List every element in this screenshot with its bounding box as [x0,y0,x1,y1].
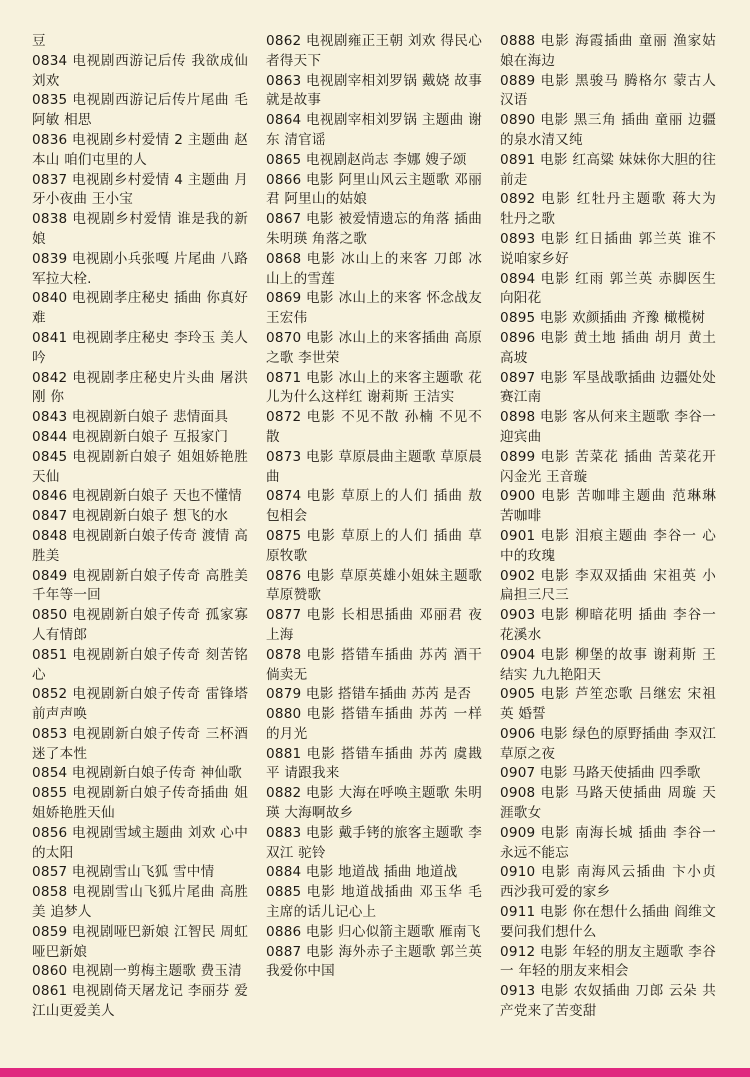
list-item: 0846 电视剧新白娘子 天也不懂情 [32,488,242,505]
list-item: 0858 电视剧雪山飞狐片尾曲 高胜美 追梦人 [32,884,248,921]
list-item: 0856 电视剧雪域主题曲 刘欢 心中的太阳 [32,824,248,861]
list-item: 0889 电影 黑骏马 腾格尔 蒙古人 汉语 [500,72,716,109]
list-item: 豆 [32,33,46,49]
list-item: 0910 电影 南海风云插曲 卞小贞 西沙我可爱的家乡 [500,864,716,901]
list-item: 0871 电影 冰山上的来客主题歌 花儿为什么这样红 谢莉斯 王洁实 [266,369,482,406]
list-item: 0906 电影 绿色的原野插曲 李双江 草原之夜 [500,725,716,762]
list-item: 0870 电影 冰山上的来客插曲 高原之歌 李世荣 [266,329,482,366]
list-item: 0864 电视剧宰相刘罗锅 主题曲 谢东 清官谣 [266,112,482,148]
list-item: 0851 电视剧新白娘子传奇 刻苦铭心 [32,646,248,683]
list-item: 0862 电视剧雍正王朝 刘欢 得民心者得天下 [266,33,482,69]
list-item: 0909 电影 南海长城 插曲 李谷一 永远不能忘 [500,824,716,861]
list-item: 0913 电影 农奴插曲 刀郎 云朵 共产党来了苦变甜 [500,983,716,1020]
list-item: 0874 电影 草原上的人们 插曲 敖包相会 [266,488,482,525]
song-list-column-1 [32,32,248,1022]
list-item: 0859 电视剧哑巴新娘 江智民 周虹 哑巴新娘 [32,923,248,960]
list-item: 0839 电视剧小兵张嘎 片尾曲 八路军拉大栓. [32,250,248,287]
list-item: 0877 电影 长相思插曲 邓丽君 夜上海 [266,607,482,643]
list-item: 0836 电视剧乡村爱情 2 主题曲 赵本山 咱们屯里的人 [32,131,248,168]
list-item: 0890 电影 黑三角 插曲 童丽 边疆的泉水清又纯 [500,112,716,148]
list-item: 0887 电影 海外赤子主题歌 郭兰英 我爱你中国 [266,943,482,980]
list-item: 0860 电视剧一剪梅主题歌 费玉清 [32,963,242,980]
list-item: 0852 电视剧新白娘子传奇 雷锋塔前声声唤 [32,686,248,723]
list-item: 0841 电视剧孝庄秘史 李玲玉 美人吟 [32,329,248,366]
song-list-column-2 [266,32,482,1022]
list-item: 0869 电影 冰山上的来客 怀念战友 王宏伟 [266,290,482,327]
list-item: 0880 电影 搭错车插曲 苏芮 一样的月光 [266,706,482,742]
list-item: 0884 电影 地道战 插曲 地道战 [266,864,458,881]
list-item: 0876 电影 草原英雄小姐妹主题歌 草原赞歌 [266,567,482,604]
song-list-column-3 [500,32,716,1022]
list-item: 0895 电影 欢颜插曲 齐豫 橄榄树 [500,310,706,327]
list-item: 0911 电影 你在想什么插曲 阎维文 要问我们想什么 [500,904,716,940]
list-item: 0837 电视剧乡村爱情 4 主题曲 月牙小夜曲 王小宝 [32,171,248,208]
list-item: 0850 电视剧新白娘子传奇 孤家寡人有情郎 [32,607,248,643]
list-item: 0882 电影 大海在呼唤主题歌 朱明瑛 大海啊故乡 [266,785,482,822]
list-item: 0872 电影 不见不散 孙楠 不见不散 [266,409,482,445]
list-item: 0904 电影 柳堡的故事 谢莉斯 王结实 九九艳阳天 [500,646,716,683]
list-item: 0838 电视剧乡村爱情 谁是我的新娘 [32,211,248,247]
list-item: 0883 电影 戴手铐的旅客主题歌 李双江 驼铃 [266,824,482,861]
list-item: 0835 电视剧西游记后传片尾曲 毛阿敏 相思 [32,92,248,129]
list-item: 0868 电影 冰山上的来客 刀郎 冰山上的雪莲 [266,250,482,287]
list-item: 0894 电影 红雨 郭兰英 赤脚医生向阳花 [500,270,716,307]
list-item: 0875 电影 草原上的人们 插曲 草原牧歌 [266,527,482,564]
list-item: 0866 电影 阿里山风云主题歌 邓丽君 阿里山的姑娘 [266,171,482,208]
list-item: 0898 电影 客从何来主题歌 李谷一 迎宾曲 [500,409,716,445]
list-item: 0881 电影 搭错车插曲 苏芮 虞戡平 请跟我来 [266,745,482,782]
list-item: 0891 电影 红高粱 妹妹你大胆的往前走 [500,151,716,188]
list-item: 0879 电影 搭错车插曲 苏芮 是否 [266,686,472,703]
list-item: 0861 电视剧倚天屠龙记 李丽芬 爱江山更爱美人 [32,983,248,1020]
list-item: 0855 电视剧新白娘子传奇插曲 姐姐娇艳胜天仙 [32,785,248,822]
list-item: 0842 电视剧孝庄秘史片头曲 屠洪刚 你 [32,369,248,406]
list-item: 0912 电影 年轻的朋友主题歌 李谷一 年轻的朋友来相会 [500,943,716,980]
list-item: 0897 电影 军垦战歌插曲 边疆处处赛江南 [500,369,716,406]
list-item: 0848 电视剧新白娘子传奇 渡情 高胜美 [32,527,248,564]
list-item: 0893 电影 红日插曲 郭兰英 谁不说咱家乡好 [500,230,716,267]
list-item: 0908 电影 马路天使插曲 周璇 天涯歌女 [500,785,716,822]
list-item: 0907 电影 马路天使插曲 四季歌 [500,765,701,782]
bottom-accent-bar [0,1068,750,1077]
list-item: 0857 电视剧雪山飞狐 雪中情 [32,864,215,881]
list-item: 0865 电视剧赵尚志 李娜 嫂子颂 [266,151,467,168]
list-item: 0886 电影 归心似箭主题歌 雁南飞 [266,923,481,940]
list-item: 0847 电视剧新白娘子 想飞的水 [32,508,229,525]
list-item: 0878 电影 搭错车插曲 苏芮 酒干倘卖无 [266,646,482,683]
list-item: 0863 电视剧宰相刘罗锅 戴娆 故事就是故事 [266,72,482,109]
list-item: 0888 电影 海霞插曲 童丽 渔家姑娘在海边 [500,33,716,69]
list-item: 0900 电影 苦咖啡主题曲 范琳琳 苦咖啡 [500,488,716,525]
list-item: 0853 电视剧新白娘子传奇 三杯酒迷了本性 [32,725,248,762]
list-item: 0840 电视剧孝庄秘史 插曲 你真好难 [32,290,248,327]
list-item: 0867 电影 被爱情遗忘的角落 插曲 朱明瑛 角落之歌 [266,211,482,247]
list-item: 0854 电视剧新白娘子传奇 神仙歌 [32,765,242,782]
list-item: 0903 电影 柳暗花明 插曲 李谷一 花溪水 [500,607,716,643]
song-list-columns [32,32,718,1022]
list-item: 0845 电视剧新白娘子 姐姐娇艳胜天仙 [32,448,248,485]
list-item: 0885 电影 地道战插曲 邓玉华 毛主席的话儿记心上 [266,884,482,921]
list-item: 0892 电影 红牡丹主题歌 蒋大为 牡丹之歌 [500,191,716,228]
list-item: 0902 电影 李双双插曲 宋祖英 小扁担三尺三 [500,567,716,604]
list-item: 0901 电影 泪痕主题曲 李谷一 心中的玫瑰 [500,527,716,564]
list-item: 0899 电影 苦菜花 插曲 苦菜花开闪金光 王音璇 [500,448,716,485]
list-item: 0844 电视剧新白娘子 互报家门 [32,428,229,445]
list-item: 0873 电影 草原晨曲主题歌 草原晨曲 [266,448,482,485]
list-item: 0843 电视剧新白娘子 悲情面具 [32,409,229,426]
list-item: 0849 电视剧新白娘子传奇 高胜美 千年等一回 [32,567,248,604]
list-item: 0905 电影 芦笙恋歌 吕继宏 宋祖英 婚誓 [500,686,716,723]
list-item: 0834 电视剧西游记后传 我欲成仙 刘欢 [32,52,248,89]
list-item: 0896 电影 黄土地 插曲 胡月 黄土高坡 [500,329,716,366]
